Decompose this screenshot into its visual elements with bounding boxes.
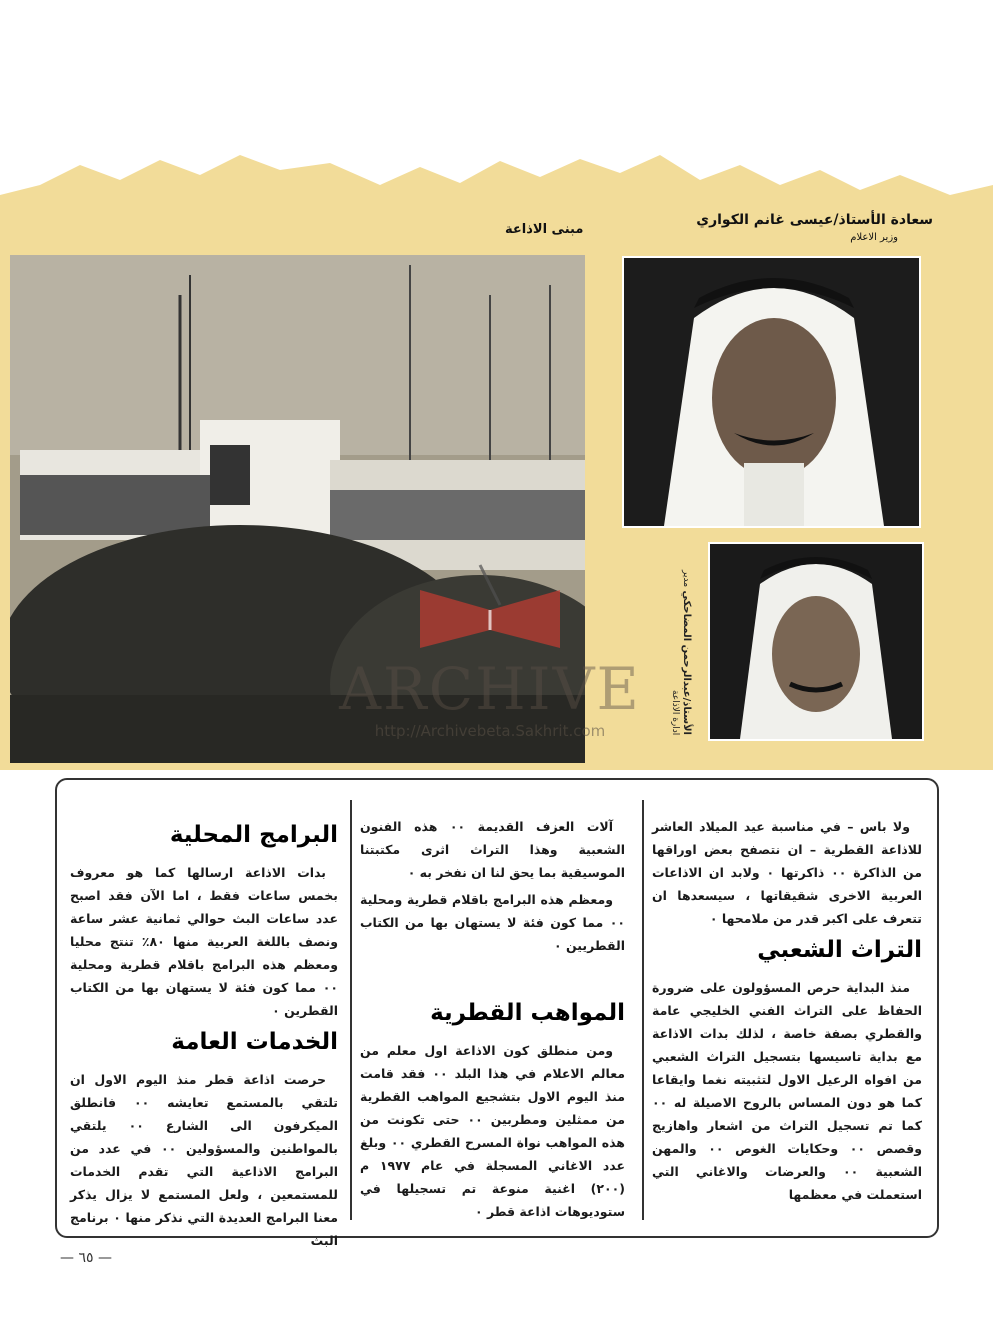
director-title: مدير ادارة الاذاعة	[670, 570, 691, 735]
radio-building-photo	[10, 255, 585, 763]
page-number: — ٦٥ —	[60, 1250, 112, 1266]
director-name: الأستاذ/عبدالرحمن المضاحكي	[681, 590, 692, 735]
heading-public-services: الخدمات العامة	[171, 1029, 338, 1055]
instruments-paragraph: آلات العزف القديمة ٠٠ هذه الفنون الشعبية وهذا التراث اثرى مكتبتنا الموسيقية بما يحق لنا ان نفخر به ٠	[360, 819, 625, 880]
heading-folk-heritage: التراث الشعبي	[757, 937, 922, 963]
column-divider-left	[350, 800, 352, 1220]
director-caption	[672, 555, 692, 735]
programs-writers-paragraph: ومعظم هذه البرامج باقلام قطرية ومحلية ٠٠ مما كون فئة لا يستهان بها من الكتاب القطريين ٠	[360, 892, 625, 953]
minister-title-caption: وزير الاعلام	[850, 232, 898, 243]
watermark-url: http://Archivebeta.Sakhrit.com	[374, 722, 606, 740]
minister-caption: سعادة الأستاذ/عيسى غانم الكواري	[696, 212, 933, 228]
folk-heritage-paragraph: منذ البداية حرص المسؤولون على ضرورة الحفاظ على التراث الفني الخليجي عامة والقطري بصفة خاصة ، لذلك بدات الاذاعة مع بداية تاسيسها بتسجيل التراث الشعبي من افواه الرعيل الاول لتثبيته نغما وايقاعا كما هو دون المساس بالروح الاصيلة له ٠٠ كما تم تسجيل التراث من اشعار واهازيج وقصص ٠٠ وحكايات الغوص ٠٠ والمهن الشعبية ٠٠ والعرضات والاغاني التي استعملت في معظمها	[652, 980, 922, 1202]
minister-portrait-photo	[622, 256, 921, 528]
column-divider-right	[642, 800, 644, 1220]
intro-paragraph: ولا باس – في مناسبة عيد الميلاد العاشر للاذاعة القطرية – ان نتصفح بعض اوراقها من الذاكرة ٠٠ ذاكرتها ٠ ولابد ان الاذاعات العربية الاخرى شقيقاتها ، سيسعدها ان تتعرف على اكبر قدر من ملامحها ٠	[652, 819, 922, 926]
heading-qatari-talents: المواهب القطرية	[430, 1000, 625, 1026]
watermark-text: ARCHIVE	[339, 655, 641, 723]
article-column-middle	[360, 815, 625, 1227]
talents-paragraph: ومن منطلق كون الاذاعة اول معلم من معالم الاعلام في هذا البلد ٠٠ فقد قامت منذ اليوم الاول بتشجيع المواهب القطرية من ممثلين ومطربين ٠٠ حتى تكونت من هذه المواهب نواة المسرح القطري ٠٠ وبلغ عدد الاغاني المسجلة في عام ١٩٧٧ م (٢٠٠) اغنية منوعة تم تسجيلها في ستوديوهات اذاعة قطر ٠	[360, 1043, 626, 1219]
article-column-right	[652, 815, 922, 1210]
article-column-left	[70, 815, 338, 1256]
public-services-paragraph: حرصت اذاعة قطر منذ اليوم الاول ان تلتقي بالمستمع تعايشه ٠٠ فانطلق الميكرفون الى الشارع ٠٠ يلتقي بالمواطنين والمسؤولين ٠٠ في عدد من البرامج الاذاعية التي تقدم الخدمات للمستمعين ، ولعل المستمع لا يزال يذكر معنا البرامج العديدة التي نذكر منها ٠ برنامج البث	[70, 1072, 338, 1248]
local-programs-paragraph: بدات الاذاعة ارسالها كما هو معروف بخمس ساعات فقط ، اما الآن فقد اصبح عدد ساعات البث حوالي ثمانية عشر ساعة ونصف باللغة العربية منها ٨٠٪ تنتج محليا ومعظم هذه البرامج باقلام قطرية ومحلية ٠٠ مما كون فئة لا يستهان بها من الكتاب القطرين ٠	[70, 865, 338, 1018]
building-caption: مبنى الاذاعة	[505, 222, 584, 237]
director-portrait-photo	[708, 542, 924, 741]
heading-local-programs: البرامج المحلية	[169, 822, 338, 848]
